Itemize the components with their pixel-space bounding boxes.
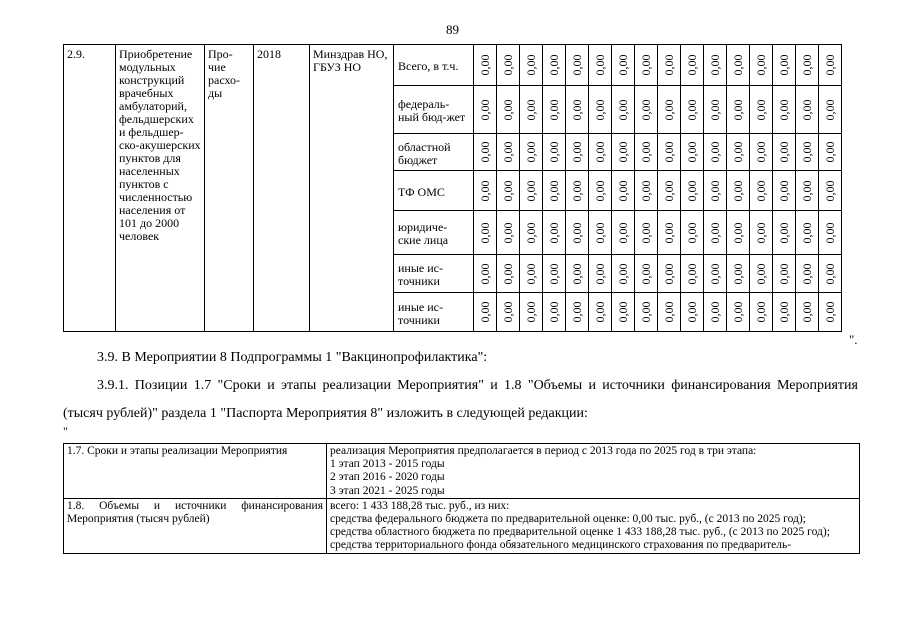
amount-cell xyxy=(727,171,750,211)
amount-value: 0,00 xyxy=(547,301,561,323)
amount-value: 0,00 xyxy=(478,301,492,323)
amount-cell xyxy=(727,45,750,86)
amount-value: 0,00 xyxy=(800,99,814,120)
measure-year: 2018 xyxy=(254,45,310,332)
amount-value: 0,00 xyxy=(524,263,538,284)
amount-cell xyxy=(520,211,543,255)
amount-cell xyxy=(773,45,796,86)
amount-cell xyxy=(704,293,727,332)
amount-value: 0,00 xyxy=(731,141,745,163)
amount-cell xyxy=(796,293,819,332)
amount-value: 0,00 xyxy=(524,54,538,76)
amount-cell xyxy=(819,45,842,86)
amount-value: 0,00 xyxy=(685,222,699,243)
amount-cell xyxy=(566,171,589,211)
amount-cell xyxy=(819,171,842,211)
amount-cell xyxy=(681,134,704,171)
amount-cell xyxy=(681,293,704,332)
amount-cell xyxy=(727,211,750,255)
financing-line: средства областного бюджета по предварительной оценке 1 433 188,28 тыс. руб., (с 2013 по 2025 год); xyxy=(330,526,830,539)
amount-value: 0,00 xyxy=(570,263,584,284)
amount-value: 0,00 xyxy=(731,222,745,243)
amount-cell xyxy=(750,171,773,211)
measure-financing-table xyxy=(63,44,842,332)
amount-value: 0,00 xyxy=(731,99,745,120)
measure-executor: Минздрав НО, ГБУЗ НО xyxy=(310,45,394,332)
amount-value: 0,00 xyxy=(639,141,653,163)
amount-value: 0,00 xyxy=(478,180,492,201)
amount-cell xyxy=(612,255,635,293)
amount-value: 0,00 xyxy=(593,263,607,284)
funding-source-label: юридиче-ские лица xyxy=(394,211,474,255)
amount-cell xyxy=(566,45,589,86)
amount-value: 0,00 xyxy=(570,222,584,243)
amount-cell xyxy=(681,86,704,134)
amount-value: 0,00 xyxy=(754,54,768,76)
amount-value: 0,00 xyxy=(800,263,814,284)
amount-value: 0,00 xyxy=(593,301,607,323)
funding-source-label: иные ис-точники xyxy=(394,293,474,332)
amount-cell xyxy=(474,255,497,293)
amount-cell xyxy=(497,86,520,134)
amount-value: 0,00 xyxy=(685,263,699,284)
amount-cell xyxy=(497,134,520,171)
amount-cell xyxy=(497,171,520,211)
amount-value: 0,00 xyxy=(754,141,768,163)
passport-table xyxy=(63,443,860,554)
amount-cell xyxy=(589,293,612,332)
passport-label-terms: 1.7. Сроки и этапы реализации Мероприятия xyxy=(64,444,327,499)
amount-value: 0,00 xyxy=(501,180,515,201)
amount-value: 0,00 xyxy=(800,54,814,76)
amount-value: 0,00 xyxy=(570,99,584,120)
amount-value: 0,00 xyxy=(593,222,607,243)
amount-cell xyxy=(773,293,796,332)
amount-cell xyxy=(520,255,543,293)
funding-source-label: федераль-ный бюд-жет xyxy=(394,86,474,134)
amount-value: 0,00 xyxy=(685,141,699,163)
amount-cell xyxy=(589,255,612,293)
passport-label-financing: 1.8. Объемы и источники финансирования Мероприятия (тысяч рублей) xyxy=(64,498,327,553)
amount-value: 0,00 xyxy=(616,263,630,284)
closing-quote: ". xyxy=(849,332,858,347)
amount-cell xyxy=(773,171,796,211)
amount-value: 0,00 xyxy=(777,180,791,201)
amount-value: 0,00 xyxy=(731,301,745,323)
amount-cell xyxy=(543,293,566,332)
amount-cell xyxy=(635,211,658,255)
amount-value: 0,00 xyxy=(501,263,515,284)
amount-value: 0,00 xyxy=(570,54,584,76)
amount-cell xyxy=(819,86,842,134)
amount-cell xyxy=(635,255,658,293)
amount-cell xyxy=(474,86,497,134)
amount-value: 0,00 xyxy=(616,222,630,243)
amount-cell xyxy=(474,293,497,332)
amount-cell xyxy=(704,255,727,293)
amount-value: 0,00 xyxy=(708,54,722,76)
amount-cell xyxy=(796,86,819,134)
amount-cell xyxy=(589,211,612,255)
amount-value: 0,00 xyxy=(501,222,515,243)
amount-value: 0,00 xyxy=(616,301,630,323)
amount-cell xyxy=(819,134,842,171)
amount-value: 0,00 xyxy=(662,54,676,76)
amount-value: 0,00 xyxy=(639,180,653,201)
amount-cell xyxy=(474,134,497,171)
amount-cell xyxy=(658,171,681,211)
amount-value: 0,00 xyxy=(478,263,492,284)
amount-cell xyxy=(750,255,773,293)
amount-value: 0,00 xyxy=(547,99,561,120)
amount-cell xyxy=(543,134,566,171)
amount-value: 0,00 xyxy=(616,180,630,201)
amount-value: 0,00 xyxy=(662,99,676,120)
amount-value: 0,00 xyxy=(524,141,538,163)
amount-cell xyxy=(612,293,635,332)
terms-line: 1 этап 2013 - 2015 годы xyxy=(330,458,445,471)
amount-cell xyxy=(658,211,681,255)
amount-cell xyxy=(658,134,681,171)
amount-cell xyxy=(704,171,727,211)
amount-value: 0,00 xyxy=(639,222,653,243)
amount-cell xyxy=(612,171,635,211)
amount-cell xyxy=(796,134,819,171)
amount-value: 0,00 xyxy=(777,99,791,120)
financing-line: всего: 1 433 188,28 тыс. руб., из них: xyxy=(330,499,510,512)
page-number: 89 xyxy=(446,22,459,37)
amount-cell xyxy=(704,134,727,171)
amount-value: 0,00 xyxy=(501,99,515,120)
amount-value: 0,00 xyxy=(754,263,768,284)
funding-source-label: иные ис-точники xyxy=(394,255,474,293)
amount-value: 0,00 xyxy=(639,99,653,120)
passport-row-terms xyxy=(64,444,860,499)
amount-cell xyxy=(520,86,543,134)
amount-cell xyxy=(750,293,773,332)
amount-value: 0,00 xyxy=(662,222,676,243)
passport-value-financing xyxy=(327,498,860,553)
amount-cell xyxy=(566,134,589,171)
amount-cell xyxy=(819,255,842,293)
amount-cell xyxy=(543,45,566,86)
amount-cell xyxy=(497,45,520,86)
amount-cell xyxy=(773,86,796,134)
amount-value: 0,00 xyxy=(754,222,768,243)
financing-line: средства федерального бюджета по предварительной оценке: 0,00 тыс. руб., (с 2013 по 2025 год); xyxy=(330,513,806,526)
amount-value: 0,00 xyxy=(823,141,837,163)
amount-value: 0,00 xyxy=(547,222,561,243)
amount-value: 0,00 xyxy=(731,263,745,284)
amount-value: 0,00 xyxy=(800,301,814,323)
amount-cell xyxy=(497,211,520,255)
amount-value: 0,00 xyxy=(478,222,492,243)
amount-cell xyxy=(727,255,750,293)
amount-cell xyxy=(635,86,658,134)
terms-line: 3 этап 2021 - 2025 годы xyxy=(330,484,445,497)
amount-value: 0,00 xyxy=(823,54,837,76)
amount-value: 0,00 xyxy=(800,222,814,243)
amount-cell xyxy=(497,293,520,332)
amount-value: 0,00 xyxy=(708,263,722,284)
amount-value: 0,00 xyxy=(823,301,837,323)
funding-source-label: областной бюджет xyxy=(394,134,474,171)
amount-cell xyxy=(819,293,842,332)
amount-cell xyxy=(474,171,497,211)
amount-cell xyxy=(704,45,727,86)
amount-value: 0,00 xyxy=(639,54,653,76)
amount-cell xyxy=(658,293,681,332)
amount-cell xyxy=(520,134,543,171)
amount-cell xyxy=(566,86,589,134)
amount-cell xyxy=(704,211,727,255)
amount-value: 0,00 xyxy=(823,180,837,201)
amount-value: 0,00 xyxy=(662,180,676,201)
amount-cell xyxy=(727,134,750,171)
amount-value: 0,00 xyxy=(754,180,768,201)
amount-cell xyxy=(589,134,612,171)
amount-cell xyxy=(727,86,750,134)
amount-value: 0,00 xyxy=(524,222,538,243)
amount-value: 0,00 xyxy=(501,141,515,163)
amount-cell xyxy=(474,45,497,86)
amount-value: 0,00 xyxy=(800,180,814,201)
amount-value: 0,00 xyxy=(685,99,699,120)
amount-value: 0,00 xyxy=(547,263,561,284)
amount-cell xyxy=(796,171,819,211)
terms-line: 2 этап 2016 - 2020 годы xyxy=(330,471,445,484)
amount-value: 0,00 xyxy=(708,141,722,163)
amount-cell xyxy=(612,211,635,255)
amount-value: 0,00 xyxy=(823,99,837,120)
amount-value: 0,00 xyxy=(570,141,584,163)
amount-value: 0,00 xyxy=(708,99,722,120)
source-row xyxy=(64,45,842,86)
terms-line: реализация Мероприятия предполагается в период с 2013 года по 2025 год в три этапа: xyxy=(330,445,757,457)
amount-cell xyxy=(796,211,819,255)
amount-value: 0,00 xyxy=(501,54,515,76)
amount-value: 0,00 xyxy=(639,301,653,323)
amount-cell xyxy=(520,293,543,332)
amount-value: 0,00 xyxy=(800,141,814,163)
amount-value: 0,00 xyxy=(777,54,791,76)
funding-source-label: ТФ ОМС xyxy=(394,171,474,211)
amount-value: 0,00 xyxy=(731,54,745,76)
amount-cell xyxy=(796,45,819,86)
amount-value: 0,00 xyxy=(685,54,699,76)
amount-cell xyxy=(773,255,796,293)
amount-cell xyxy=(635,293,658,332)
amount-value: 0,00 xyxy=(524,180,538,201)
amount-value: 0,00 xyxy=(593,54,607,76)
amount-cell xyxy=(635,171,658,211)
amount-cell xyxy=(589,45,612,86)
amount-value: 0,00 xyxy=(593,99,607,120)
amount-value: 0,00 xyxy=(524,301,538,323)
amount-cell xyxy=(589,86,612,134)
amount-value: 0,00 xyxy=(777,263,791,284)
amount-cell xyxy=(543,211,566,255)
amount-value: 0,00 xyxy=(616,54,630,76)
amount-cell xyxy=(773,134,796,171)
row-number: 2.9. xyxy=(64,45,116,332)
amount-cell xyxy=(497,255,520,293)
amount-value: 0,00 xyxy=(662,141,676,163)
amount-value: 0,00 xyxy=(754,301,768,323)
amount-value: 0,00 xyxy=(593,141,607,163)
amount-value: 0,00 xyxy=(777,301,791,323)
amount-cell xyxy=(612,45,635,86)
passport-row-financing xyxy=(64,498,860,553)
amount-cell xyxy=(658,45,681,86)
amount-value: 0,00 xyxy=(754,99,768,120)
amount-cell xyxy=(612,86,635,134)
amount-value: 0,00 xyxy=(593,180,607,201)
amount-value: 0,00 xyxy=(823,222,837,243)
amount-cell xyxy=(520,45,543,86)
amount-cell xyxy=(589,171,612,211)
amount-cell xyxy=(750,45,773,86)
amount-value: 0,00 xyxy=(823,263,837,284)
measure-name: Приобретение модульных конструкций врачебных амбулаторий, фельдшерских и фельдшер-ско-акушерских пунктов для населенных пунктов с численностью населения от 101 до 2000 человек xyxy=(116,45,205,332)
expense-type: Про-чие расхо-ды xyxy=(205,45,254,332)
amount-cell xyxy=(750,134,773,171)
amount-cell xyxy=(796,255,819,293)
amount-cell xyxy=(520,171,543,211)
amount-value: 0,00 xyxy=(685,180,699,201)
amount-cell xyxy=(612,134,635,171)
funding-source-label: Всего, в т.ч. xyxy=(394,45,474,86)
passport-value-terms xyxy=(327,444,860,499)
amount-cell xyxy=(543,86,566,134)
amount-cell xyxy=(750,211,773,255)
amount-cell xyxy=(566,211,589,255)
amount-value: 0,00 xyxy=(616,99,630,120)
amount-value: 0,00 xyxy=(616,141,630,163)
amount-value: 0,00 xyxy=(708,301,722,323)
amount-cell xyxy=(543,171,566,211)
amount-cell xyxy=(681,211,704,255)
section-heading: 3.9. В Мероприятии 8 Подпрограммы 1 "Вакцинопрофилактика": xyxy=(97,350,488,365)
amount-cell xyxy=(704,86,727,134)
amount-cell xyxy=(635,134,658,171)
amount-cell xyxy=(566,255,589,293)
amount-value: 0,00 xyxy=(524,99,538,120)
amount-cell xyxy=(681,255,704,293)
amount-value: 0,00 xyxy=(685,301,699,323)
opening-quote: " xyxy=(63,424,68,438)
amount-value: 0,00 xyxy=(547,54,561,76)
amount-value: 0,00 xyxy=(662,301,676,323)
amount-value: 0,00 xyxy=(639,263,653,284)
amount-value: 0,00 xyxy=(478,99,492,120)
amount-cell xyxy=(819,211,842,255)
amount-cell xyxy=(658,86,681,134)
amount-value: 0,00 xyxy=(731,180,745,201)
amount-value: 0,00 xyxy=(708,180,722,201)
amount-cell xyxy=(773,211,796,255)
amount-cell xyxy=(474,211,497,255)
amount-cell xyxy=(681,171,704,211)
amount-cell xyxy=(566,293,589,332)
amount-cell xyxy=(658,255,681,293)
amount-value: 0,00 xyxy=(708,222,722,243)
amount-cell xyxy=(635,45,658,86)
amount-value: 0,00 xyxy=(478,141,492,163)
financing-line: средства территориального фонда обязательного медицинского страхования по предваритель- xyxy=(330,539,792,552)
amount-value: 0,00 xyxy=(777,222,791,243)
amount-cell xyxy=(681,45,704,86)
amount-value: 0,00 xyxy=(501,301,515,323)
instruction-paragraph: 3.9.1. Позиции 1.7 "Сроки и этапы реализации Мероприятия" и 1.8 "Объемы и источники финансирования Мероприятия (тысяч рублей)" раздела 1 "Паспорта Мероприятия 8" изложить в следующей редакции: xyxy=(63,378,858,421)
amount-value: 0,00 xyxy=(570,180,584,201)
amount-value: 0,00 xyxy=(570,301,584,323)
amount-value: 0,00 xyxy=(478,54,492,76)
amount-value: 0,00 xyxy=(547,141,561,163)
amount-value: 0,00 xyxy=(777,141,791,163)
amount-cell xyxy=(543,255,566,293)
amount-cell xyxy=(750,86,773,134)
amount-cell xyxy=(727,293,750,332)
amount-value: 0,00 xyxy=(547,180,561,201)
amount-value: 0,00 xyxy=(662,263,676,284)
